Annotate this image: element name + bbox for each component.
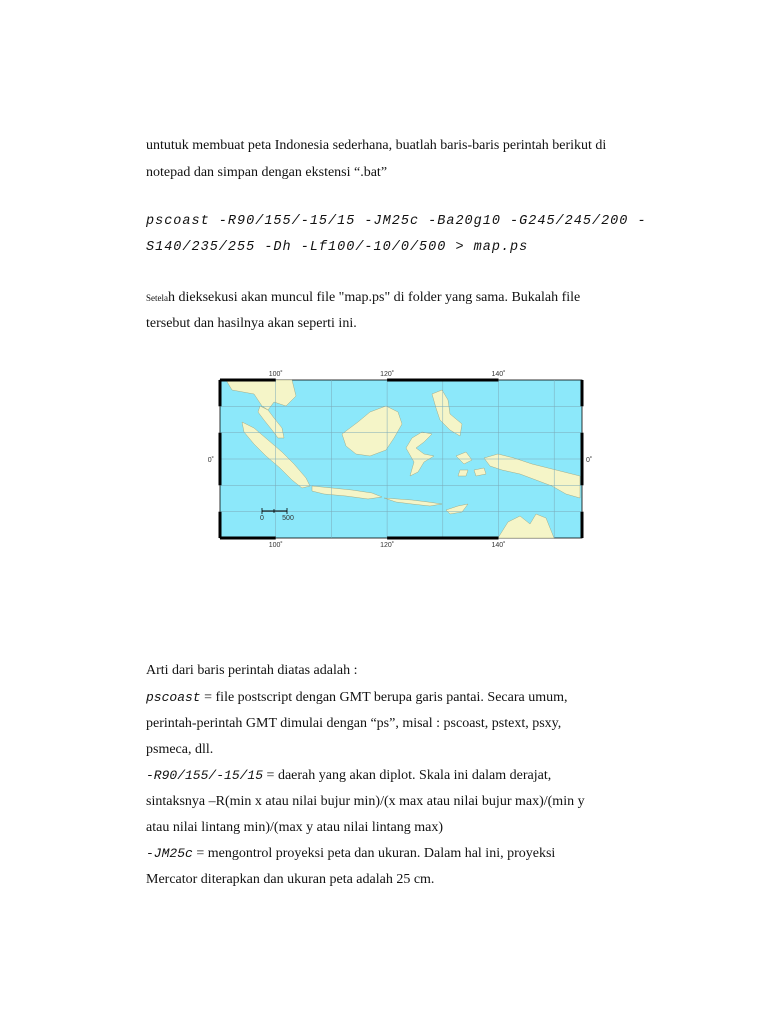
explanation-line-7: -JM25c = mengontrol proyeksi peta dan ukuran. Dalam hal ini, proyeksi	[146, 846, 556, 861]
explanation-code-pscoast: pscoast	[146, 690, 201, 705]
explanation-line-8: Mercator diterapkan dan ukuran peta adalah 25 cm.	[146, 872, 435, 887]
lon-label-bottom-140: 140˚	[491, 542, 506, 548]
para1-line1: untutuk membuat peta Indonesia sederhana, buatlah baris-baris perintah berikut di	[146, 138, 607, 153]
para2-line1	[146, 289, 580, 307]
indonesia-map	[202, 366, 602, 548]
lon-label-top-100: 100˚	[268, 371, 283, 378]
para2-line1-rest: h dieksekusi akan muncul file "map.ps" di folder yang sama. Bukalah file	[168, 290, 581, 305]
command-line2: S140/235/255 -Dh -Lf100/-10/0/500 > map.ps	[146, 240, 529, 255]
lat-label-left: 0˚	[207, 457, 214, 464]
para1-line2: notepad dan simpan dengan ekstensi “.bat”	[146, 165, 388, 180]
lat-label-right: 0˚	[586, 457, 593, 464]
explanation-line-5: sintaksnya –R(min x atau nilai bujur min)/(x max atau nilai bujur max)/(min y	[146, 794, 585, 809]
command-line1: pscoast -R90/155/-15/15 -JM25c -Ba20g10 -G245/245/200 -	[146, 214, 647, 229]
scale-label-500: 500	[282, 515, 294, 522]
explanation-line-6: atau nilai lintang min)/(max y atau nilai lintang max)	[146, 820, 444, 835]
explanation-code-JM: -JM25c	[146, 846, 193, 861]
explanation-line-3: psmeca, dll.	[146, 742, 214, 757]
para2-small-prefix: Setela	[146, 293, 168, 303]
lon-label-top-120: 120˚	[380, 371, 395, 378]
explanation-line-1: pscoast = file postscript dengan GMT berupa garis pantai. Secara umum,	[146, 690, 568, 705]
explanation-line-4: -R90/155/-15/15 = daerah yang akan diplot. Skala ini dalam derajat,	[146, 768, 552, 783]
explanation-heading: Arti dari baris perintah diatas adalah :	[146, 663, 358, 678]
scale-label-0: 0	[260, 515, 264, 522]
lon-label-bottom-120: 120˚	[380, 542, 395, 548]
explanation-line-2: perintah-perintah GMT dimulai dengan “ps”, misal : pscoast, pstext, psxy,	[146, 716, 562, 731]
explanation-code-R: -R90/155/-15/15	[146, 768, 264, 783]
lon-label-top-140: 140˚	[491, 371, 506, 378]
para2-line2: tersebut dan hasilnya akan seperti ini.	[146, 316, 357, 331]
lon-label-bottom-100: 100˚	[268, 542, 283, 548]
